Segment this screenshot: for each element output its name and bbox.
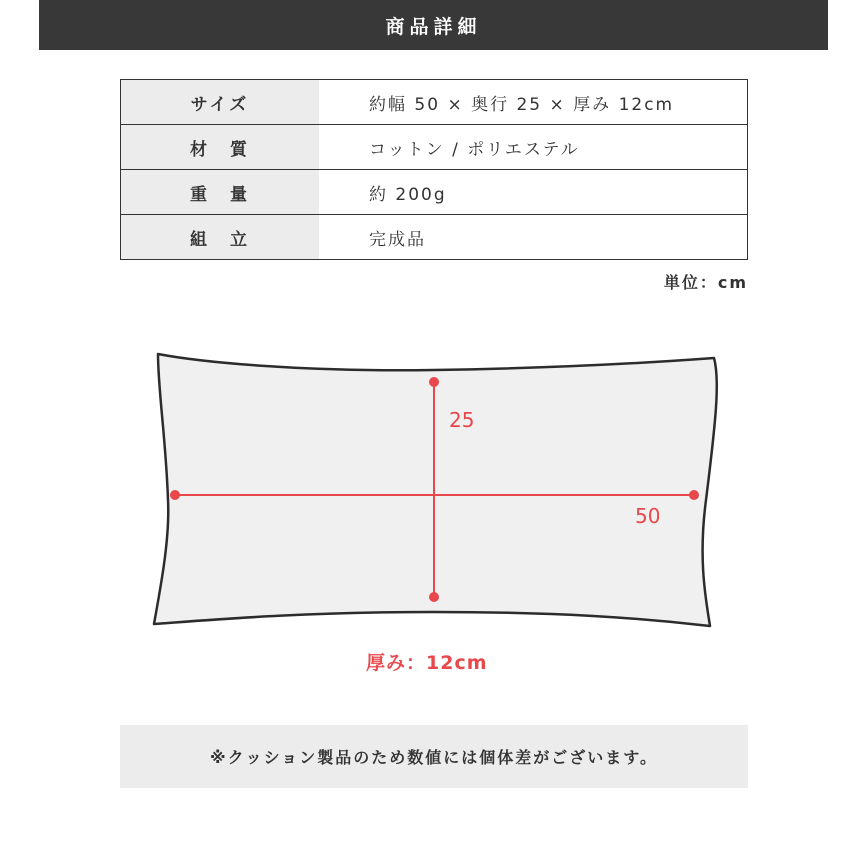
width-endpoint-left <box>170 490 180 500</box>
spec-value: 約 200g <box>319 170 748 215</box>
thickness-label: 厚み：12cm <box>366 652 488 674</box>
spec-label: サイズ <box>121 80 320 125</box>
spec-label: 材 質 <box>121 125 320 170</box>
note-box <box>120 725 748 788</box>
spec-label: 組 立 <box>121 215 320 260</box>
cushion-outline <box>154 354 717 626</box>
spec-label: 重 量 <box>121 170 320 215</box>
depth-value: 25 <box>449 408 475 432</box>
depth-endpoint-bottom <box>429 592 439 602</box>
spec-value: コットン / ポリエステル <box>319 125 748 170</box>
unit-note: 単位：cm <box>663 273 748 292</box>
spec-value: 約幅 50 × 奥行 25 × 厚み 12cm <box>319 80 748 125</box>
note-text: ※クッション製品のため数値には個体差がございます。 <box>210 748 658 767</box>
width-endpoint-right <box>689 490 699 500</box>
header-title: 商品詳細 <box>385 15 482 38</box>
width-value: 50 <box>635 504 661 528</box>
spec-value: 完成品 <box>319 215 748 260</box>
depth-endpoint-top <box>429 377 439 387</box>
